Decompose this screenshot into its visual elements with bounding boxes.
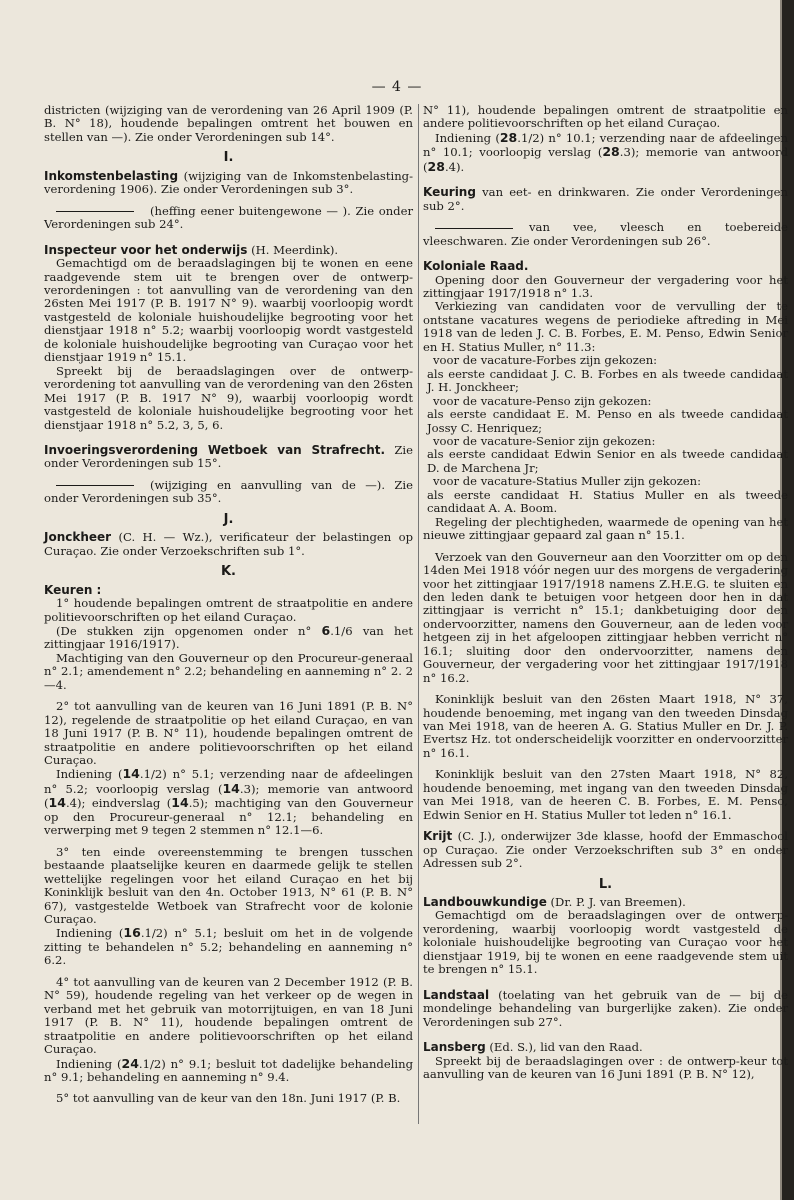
section-letter-l: L. (598, 876, 613, 892)
paragraph-inspecteur-2: Spreekt bij de beraadslagingen over de ontwerp-verordening tot aanvulling van de verordening van den 26sten Mei 1917 (P. B. 1917 N° 9), waarbij voorloopig wordt vastgesteld de koloniale huishoudelijke begrooting voor het dienstjaar 1918 n° 5.2, 3, 5, 6. (44, 363, 413, 432)
left-column (44, 104, 413, 1106)
entry-heading: Inspecteur voor het onderwijs (44, 242, 248, 257)
dash-rule (56, 211, 134, 212)
list-vacature-line: voor de vacature-Penso zijn gekozen: (433, 393, 652, 408)
entry-wijziging: (wijziging en aanvulling van de —). Zie onder Verordeningen sub 35°. (44, 477, 413, 506)
entry-landbouwkundige: Landbouwkundige (Dr. P. J. van Breemen). (423, 895, 686, 910)
paragraph-regeling: Regeling der plechtigheden, waarmede de opening van het nieuwe zittingjaar gepaard zal gaan n° 15.1. (423, 514, 788, 543)
paragraph-keuren-1b: (De stukken zijn opgenomen onder n° 6.1/6 van het zittingjaar 1916/1917). (44, 622, 413, 652)
entry-heffing: (heffing eener buitengewone — ). Zie onder Verordeningen sub 24°. (44, 203, 413, 232)
paragraph-koninklijk-besluit-2: Koninklijk besluit van den 27sten Maart 1918, N° 82, houdende benoeming, met ingang van den tweeden Dinsdag van Mei 1918, van de heeren C. B. Forbes, E. M. Penso, Edwin Senior en H. Statius Muller tot leden n° 16.1. (423, 767, 788, 822)
paragraph-continuation: N° 11), houdende bepalingen omtrent de straatpolitie en andere politievoorschriften op het eiland Curaçao. (423, 103, 788, 131)
paragraph-keuren-5a: 5° tot aanvulling van de keur van den 18n. Juni 1917 (P. B. (56, 1091, 401, 1106)
entry-lansberg: Lansberg (Ed. S.), lid van den Raad. (423, 1040, 643, 1055)
entry-heading: Koloniale Raad. (423, 259, 529, 274)
entry-krijt: Krijt (C. J.), onderwijzer 3de klasse, hoofd der Emmaschool op Curaçao. Zie onder Verzoekschriften sub 3° en onder Adressen sub 2°. (423, 829, 788, 871)
entry-heading: Invoeringsverordening Wetboek van Strafrecht. (44, 442, 386, 457)
paragraph-indiening-28: Indiening (28.1/2) n° 10.1; verzending naar de afdeelingen n° 10.1; voorloopig verslag (28.3); memorie van antwoord (28.4). (423, 129, 788, 174)
entry-inspecteur: Inspecteur voor het onderwijs (H. Meerdink). (44, 242, 339, 257)
list-candidate-line: als eerste candidaat J. C. B. Forbes en als tweede candidaat J. H. Jonckheer; (427, 366, 788, 395)
paragraph-inspecteur-1: Gemachtigd om de beraadslagingen bij te wonen en eene raadgevende stem uit te brengen over de ontwerp-verordeningen : tot aanvulling van de verordening van den 26sten Mei 1917 (P. B. 1917 N° 9). waarbij voorloopig wordt vastgesteld de koloniale huishoudelijke begrooting voor het dienstjaar 1918 n° 5.2; waarbij voorloopig wordt vastgesteld de koloniale huishoudelijke begrooting van Curaçao voor het dienstjaar 1919 n° 15.1. (44, 256, 413, 365)
page-number: — 4 — (371, 79, 423, 95)
paragraph-keuren-3b: Indiening (16.1/2) n° 5.1; besluit om het in de volgende zitting te behandelen n° 5.2; behandeling en aanneming n° 6.2. (44, 925, 413, 968)
paragraph-keuren-4b: Indiening (24.1/2) n° 9.1; besluit tot dadelijke behandeling n° 9.1; behandeling en aanneming n° 9.4. (44, 1055, 414, 1084)
paragraph-verkiezing: Verkiezing van candidaten voor de vervulling der te ontstane vacatures wegens de periodieke aftreding in Mei 1918 van de leden J. C. B. Forbes, E. M. Penso, Edwin Senior en H. Statius Muller, n° 11.3: (423, 299, 788, 354)
entry-heading: Inkomstenbelasting (44, 168, 179, 183)
entry-heading: Jonckheer (44, 530, 112, 545)
list-vacature-line: voor de vacature-Senior zijn gekozen: (433, 433, 656, 448)
entry-heading: Landstaal (423, 987, 490, 1002)
entry-heading: Keuring (423, 185, 476, 200)
paragraph-verzoek: Verzoek van den Gouverneur aan den Voorzitter om op den 14den Mei 1918 vóór negen uur des morgens de vergadering voor het zittingjaar 1917/1918 namens Z.H.E.G. te sluiten en den leden dank te betuigen voor hetgeen door hen in dat zittingjaar is verricht n° 15.1; dankbetuiging door den ondervoorzitter, namens den Gouverneur, aan de leden voor hetgeen zij in het afgeloopen zittingjaar hebben verricht n° 16.1; sluiting door den ondervoorzitter, namens den Gouverneur, der vergadering voor het zittingjaar 1917/1918 n° 16.2. (423, 549, 788, 685)
entry-keuring: Keuring van eet- en drinkwaren. Zie onder Verordeningen sub 2°. (423, 185, 789, 213)
paragraph-keuren-4a: 4° tot aanvulling van de keuren van 2 December 1912 (P. B. N° 59), houdende regeling van het verkeer op de wegen in verband met het gebruik van motorrijtuigen, en van 18 Juni 1917 (P. B. N° 11), houdende bepalingen omtrent de straatpolitie en andere politievoorschriften op het eiland Curaçao. (44, 974, 413, 1057)
paragraph-keuren-3a: 3° ten einde overeenstemming te brengen tusschen bestaande plaatselijke keuren en daarmede gelijk te stellen wettelijke regelingen voor het eiland Curaçao en het bij Koninklijk besluit van den 4n. October 1913, N° 61 (P. B. N° 67), vastgestelde Wetboek van Strafrecht voor de kolonie Curaçao. (44, 844, 413, 927)
list-candidate-line: als eerste candidaat E. M. Penso en als tweede candidaat Jossy C. Henriquez; (427, 407, 788, 435)
entry-heading: Landbouwkundige (423, 895, 547, 910)
paragraph-opening: Opening door den Gouverneur der vergadering voor het zittingjaar 1917/1918 n° 1.3. (423, 272, 788, 300)
paragraph-keuren-1a: 1° houdende bepalingen omtrent de straatpolitie en andere politievoorschriften op het eiland Curaçao. (44, 596, 413, 624)
entry-jonckheer: Jonckheer (C. H. — Wz.), verificateur der belastingen op Curaçao. Zie onder Verzoekschriften sub 1°. (44, 530, 414, 558)
list-candidate-line: als eerste candidaat H. Statius Muller en als tweede candidaat A. A. Boom. (427, 487, 788, 516)
entry-heading: Lansberg (423, 1040, 486, 1055)
entry-inkomstenbelasting: Inkomstenbelasting (wijziging van de Inkomstenbelasting-verordening 1906). Zie onder Verordeningen sub 3°. (44, 168, 414, 197)
entry-heading: Keuren : (44, 582, 102, 597)
paragraph-koninklijk-besluit-1: Koninklijk besluit van den 26sten Maart 1918, N° 37, houdende benoeming, met ingang van den tweeden Dinsdag van Mei 1918, van de heeren A. G. Statius Muller en Dr. J. P. Evertsz Hz. tot onderscheidelijk voorzitter en ondervoorzitter n° 16.1. (423, 692, 788, 760)
paragraph-landbouwkundige: Gemachtigd om de beraadslagingen over de ontwerp-verordening, waarbij voorloopig wordt vastgesteld de koloniale huishoudelijke begrooting van Curaçao voor het dienstjaar 1919, bij te wonen en eene raadgevende stem uit te brengen n° 15.1. (423, 908, 788, 977)
entry-invoeringsverordening: Invoeringsverordening Wetboek van Strafrecht. Zie onder Verordeningen sub 15°. (44, 442, 413, 471)
section-letter-i: I. (223, 150, 234, 166)
section-letter-j: J. (223, 511, 234, 527)
paragraph-keuren-2a: 2° tot aanvulling van de keuren van 16 Juni 1891 (P. B. N° 12), regelende de straatpolitie op het eiland Curaçao, en van 18 Juni 1917 (P. B. N° 11), houdende bepalingen omtrent de straatpolitie en andere politievoorschriften op het eiland Curaçao. (44, 699, 413, 768)
paragraph-keuren-1c: Machtiging van den Gouverneur op den Procureur-generaal n° 2.1; amendement n° 2.2; behandeling en aanneming n° 2. 2—4. (44, 650, 413, 692)
list-candidate-line: als eerste candidaat Edwin Senior en als tweede candidaat D. de Marchena Jr; (427, 447, 788, 475)
column-divider (418, 104, 419, 1124)
entry-heading: Krijt (423, 829, 453, 844)
dash-rule (56, 485, 134, 486)
entry-vee: van vee, vleesch en toebereide vleeschwaren. Zie onder Verordeningen sub 26°. (423, 220, 788, 248)
paragraph-keuren-2b: Indiening (14.1/2) n° 5.1; verzending naar de afdeelingen n° 5.2; voorloopig verslag (14.3); memorie van antwoord (14.4); eindverslag (14.5); machtiging van den Gouverneur op den Procureur-generaal n° 12.1; behandeling en verwerping met 9 tegen 2 stemmen n° 12.1—6. (44, 766, 413, 838)
list-vacature-line: voor de vacature-Forbes zijn gekozen: (433, 353, 658, 368)
entry-koloniale-raad (423, 260, 788, 273)
right-column (423, 104, 788, 1081)
dash-rule (435, 228, 513, 229)
section-letter-k: K. (220, 564, 236, 580)
paragraph-districten: districten (wijziging van de verordening van 26 April 1909 (P. B. N° 18), houdende bepalingen omtrent het bouwen en stellen van —). Zie onder Verordeningen sub 14°. (44, 103, 413, 144)
entry-landstaal: Landstaal (toelating van het gebruik van de — bij de mondelinge behandeling van burgerlijke zaken). Zie onder Verordeningen sub 27°. (423, 987, 788, 1029)
entry-keuren (44, 584, 413, 597)
list-vacature-line: voor de vacature-Statius Muller zijn gekozen: (433, 474, 702, 489)
paragraph-lansberg: Spreekt bij de beraadslagingen over : de ontwerp-keur tot aanvulling van de keuren van 16 Juni 1891 (P. B. N° 12), (423, 1053, 788, 1081)
